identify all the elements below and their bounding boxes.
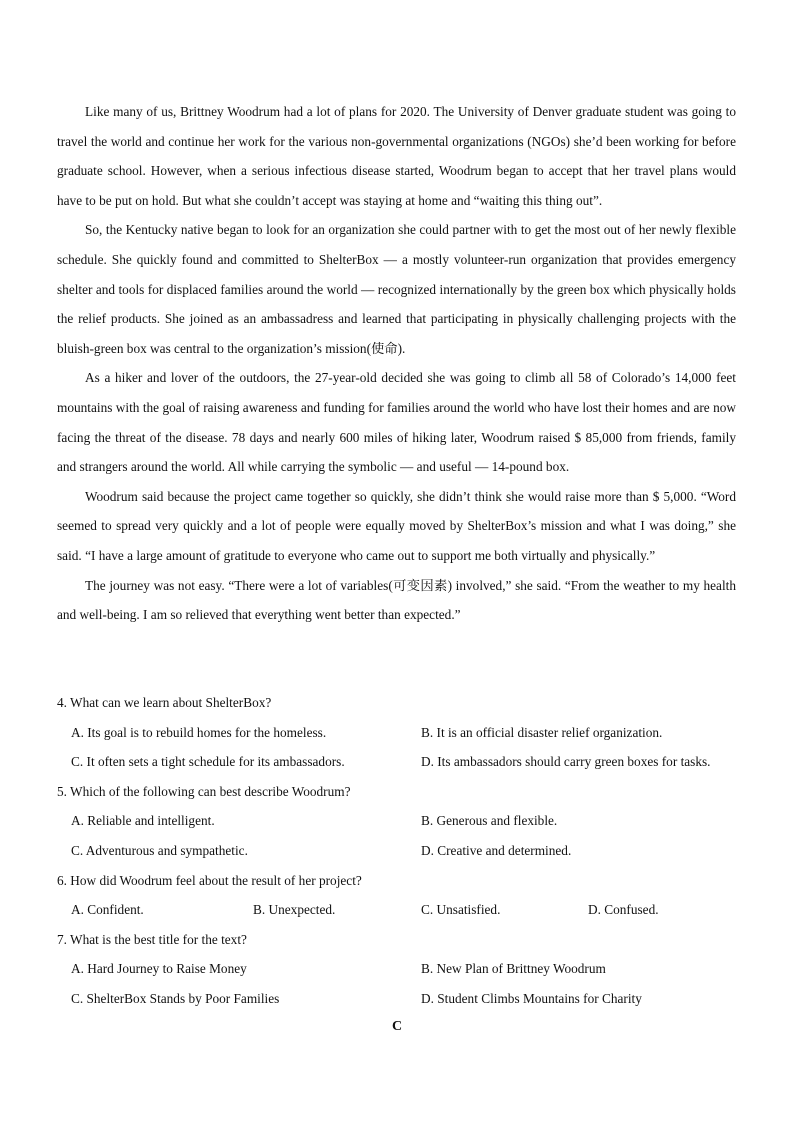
passage-paragraph: Woodrum said because the project came together so quickly, she didn’t think she would raise more than $ 5,000. “Word seemed to spread very quickly and a lot of people were equally moved by ShelterBox’s mission and what I was doing,” she said. “I have a large amount of gratitude to everyone who came out to support me both virtually and physically.” [57,488,736,563]
passage-paragraph: The journey was not easy. “There were a lot of variables(可变因素) involved,” she said. “From the weather to my health and well-being. I am so relieved that everything went better than expected.” [57,577,736,623]
option-b: B. Unexpected. [253,902,336,918]
question-stem: 7. What is the best title for the text? [57,931,247,947]
option-d: D. Its ambassadors should carry green boxes for tasks. [421,754,711,770]
option-d: D. Confused. [588,902,659,918]
option-d: D. Student Climbs Mountains for Charity [421,990,642,1006]
option-d: D. Creative and determined. [421,842,572,858]
option-c: C. ShelterBox Stands by Poor Families [71,990,280,1006]
option-b: B. Generous and flexible. [421,813,558,829]
question-stem: 5. Which of the following can best describe Woodrum? [57,783,351,799]
passage-paragraph: Like many of us, Brittney Woodrum had a lot of plans for 2020. The University of Denver graduate student was going to travel the world and continue her work for the various non-governmental organizations (NGOs) she’d been working for before graduate school. However, when a serious infectious disease started, Woodrum began to accept that her travel plans would have to be put on hold. But what she couldn’t accept was staying at home and “waiting this thing out”. [57,104,736,208]
question-5 [57,777,747,866]
passage-paragraph: As a hiker and lover of the outdoors, the 27-year-old decided she was going to climb all 58 of Colorado’s 14,000 feet mountains with the goal of raising awareness and funding for families around the world who have lost their homes and are now facing the threat of the disease. 78 days and nearly 600 miles of hiking later, Woodrum raised $ 85,000 from friends, family and strangers around the world. All while carrying the symbolic — and useful — 14-pound box. [57,370,736,475]
option-b: B. New Plan of Brittney Woodrum [421,961,606,977]
option-c: C. Unsatisfied. [421,902,501,918]
question-4 [57,688,747,777]
answer-options [57,806,747,865]
question-6 [57,866,747,925]
answer-options [57,718,747,777]
question-stem: 4. What can we learn about ShelterBox? [57,695,272,710]
answer-options [57,895,747,925]
question-list [57,688,747,1014]
option-a: A. Hard Journey to Raise Money [71,961,247,977]
option-a: A. Confident. [71,902,144,918]
reading-passage [57,97,736,630]
question-7 [57,925,747,1014]
section-heading-c: C [391,1019,403,1034]
option-b: B. It is an official disaster relief organization. [421,724,663,740]
passage-paragraph: So, the Kentucky native began to look for an organization she could partner with to get the most out of her newly flexible schedule. She quickly found and committed to ShelterBox — a mostly volunteer-run organization that provides emergency shelter and tools for displaced families around the world — recognized internationally by the green box which physically holds the relief products. She joined as an ambassadress and learned that participating in physically challenging projects with the bluish-green box was central to the organization’s mission(使命). [57,222,736,356]
option-a: A. Its goal is to rebuild homes for the homeless. [71,724,327,740]
option-c: C. Adventurous and sympathetic. [71,842,248,858]
option-a: A. Reliable and intelligent. [71,813,215,829]
answer-options [57,954,747,1013]
option-c: C. It often sets a tight schedule for its ambassadors. [71,754,345,770]
question-stem: 6. How did Woodrum feel about the result of her project? [57,872,362,888]
